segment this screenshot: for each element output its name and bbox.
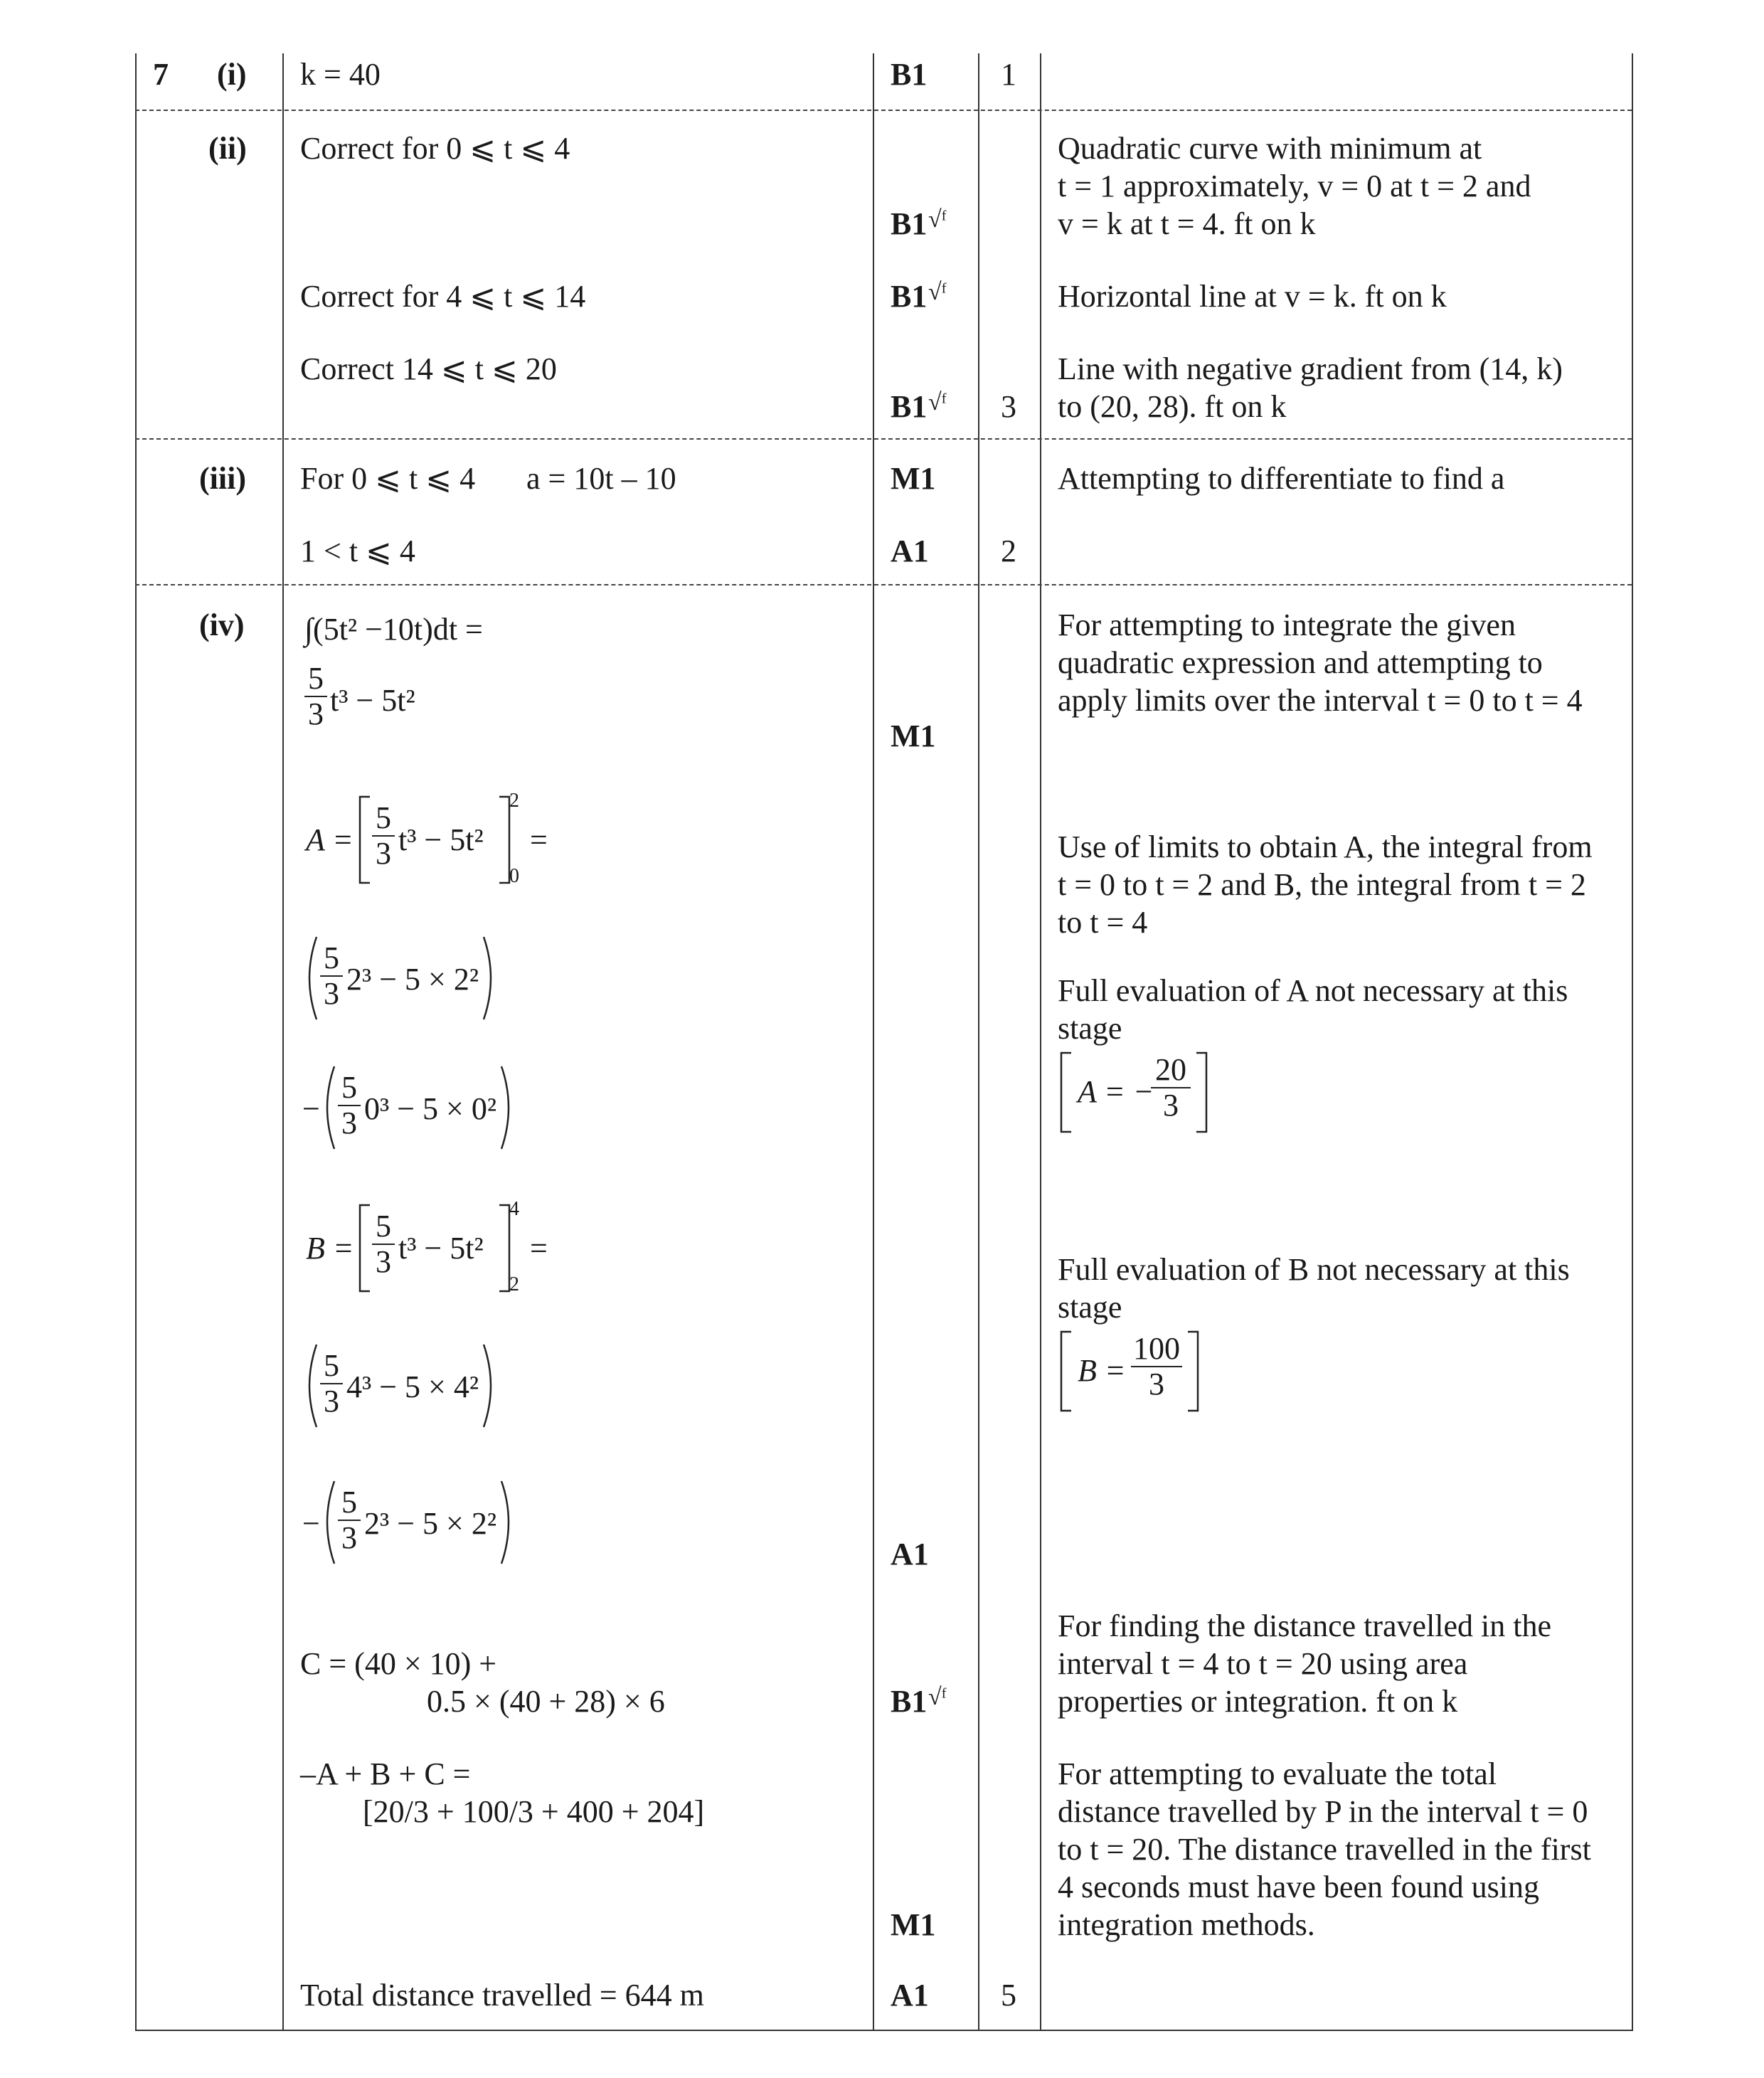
frac-num: 5 [341, 1070, 357, 1105]
guidance-ii-row1-line1: Quadratic curve with minimum at [1058, 131, 1482, 166]
part-label-iii: (iii) [199, 461, 246, 496]
col-border-question [282, 53, 284, 2031]
right-paren [500, 1065, 516, 1150]
guidance-iv-6-line3: to t = 20. The distance travelled in the first [1058, 1832, 1591, 1867]
ft-icon: √ᶠ [928, 1684, 947, 1710]
guidance-iv-6-line2: distance travelled by P in the interval t = 0 [1058, 1794, 1588, 1829]
frac-den: 3 [376, 836, 391, 871]
guidance-iv-4-line2: stage [1058, 1290, 1122, 1325]
frac-den: 3 [341, 1520, 357, 1555]
guidance-iv-4-line1: Full evaluation of B not necessary at this [1058, 1252, 1570, 1287]
frac-num: 5 [376, 800, 391, 835]
C-line-2: 0.5 × (40 + 28) × 6 [427, 1684, 665, 1719]
left-paren [302, 935, 318, 1021]
A-upper-limit: 2 [509, 790, 519, 812]
row-divider [135, 584, 1632, 585]
part-label-ii: (ii) [208, 131, 247, 166]
guidance-iv-3-line1: Full evaluation of A not necessary at this [1058, 973, 1568, 1008]
A-left-bracket [357, 795, 371, 884]
mark-ii-row2: B1 [891, 279, 928, 314]
frac-den: 3 [341, 1106, 357, 1140]
minus-sign: − [302, 1091, 320, 1126]
answer-i: k = 40 [300, 57, 381, 92]
integral-result: t³ − 5t² [330, 683, 415, 718]
frac-num: 100 [1133, 1331, 1180, 1366]
answer-ii-row2: Correct for 4 ⩽ t ⩽ 14 [300, 279, 586, 314]
col-border-right [1632, 53, 1633, 2031]
col-border-mark [978, 53, 979, 2031]
row-divider [135, 110, 1632, 111]
B-left-bracket [357, 1204, 371, 1293]
total-ii: 3 [1001, 389, 1016, 424]
guidance-iv-1-line1: For attempting to integrate the given [1058, 608, 1516, 642]
frac-den: 3 [1163, 1088, 1179, 1123]
mark-iv-m1: M1 [891, 719, 936, 753]
fraction-five-thirds [304, 663, 327, 730]
A-bracket-expression: t³ − 5t² [398, 822, 484, 857]
integral-expression: ∫(5t² −10t)dt = [304, 612, 483, 647]
guidance-ii-row3-line2: to (20, 28). ft on k [1058, 389, 1287, 424]
B-equals: = [530, 1231, 548, 1266]
B-value-right-bracket [1186, 1330, 1201, 1412]
guidance-iv-6-line1: For attempting to evaluate the total [1058, 1756, 1497, 1791]
B-value-lhs: B = [1078, 1353, 1126, 1388]
A-value-right-bracket [1195, 1051, 1209, 1133]
answer-ii-row3: Correct 14 ⩽ t ⩽ 20 [300, 351, 557, 386]
A-equals: = [530, 822, 548, 857]
A-eval-term-1: 2³ − 5 × 2² [346, 962, 479, 997]
guidance-iv-3-line2: stage [1058, 1011, 1122, 1046]
B-lower-limit: 2 [509, 1273, 519, 1295]
guidance-ii-row3-line1: Line with negative gradient from (14, k) [1058, 351, 1563, 386]
col-border-total [1040, 53, 1041, 2031]
answer-ii-row1: Correct for 0 ⩽ t ⩽ 4 [300, 131, 570, 166]
frac-num: 5 [308, 661, 324, 696]
fraction-five-thirds [338, 1072, 361, 1139]
total-iii: 2 [1001, 534, 1016, 568]
answer-iii-expression: a = 10t – 10 [526, 461, 676, 496]
col-border-answer [873, 53, 874, 2031]
guidance-iv-5-line2: interval t = 4 to t = 20 using area [1058, 1646, 1468, 1681]
A-label: A = [306, 822, 354, 857]
row-divider [135, 438, 1632, 440]
right-paren [482, 1343, 498, 1428]
guidance-iv-6-line4: 4 seconds must have been found using [1058, 1870, 1539, 1904]
frac-den: 3 [308, 696, 324, 731]
ft-icon: √ᶠ [928, 389, 947, 415]
left-paren [320, 1480, 336, 1565]
mark-iii-row1: M1 [891, 461, 936, 496]
fraction-five-thirds [320, 940, 343, 1011]
total-iv: 5 [1001, 1978, 1016, 2013]
frac-den: 3 [324, 1384, 339, 1419]
fraction-five-thirds [320, 1350, 343, 1417]
mark-i: B1 [891, 57, 928, 92]
mark-iii-row2: A1 [891, 534, 929, 568]
guidance-iv-6-line5: integration methods. [1058, 1907, 1315, 1942]
table-bottom-border [135, 2030, 1632, 2031]
C-line-1: C = (40 × 10) + [300, 1646, 497, 1681]
B-bracket-expression: t³ − 5t² [398, 1231, 484, 1266]
guidance-iv-2-line2: t = 0 to t = 2 and B, the integral from t = 2 [1058, 867, 1586, 902]
question-number: 7 [153, 57, 169, 92]
fraction-five-thirds [372, 802, 395, 869]
guidance-iv-2-line1: Use of limits to obtain A, the integral from [1058, 829, 1593, 864]
mark-ii-row1: B1 [891, 206, 928, 241]
B-upper-limit: 4 [509, 1198, 519, 1220]
B-value-fraction [1131, 1333, 1182, 1400]
guidance-ii-row1-line3: v = k at t = 4. ft on k [1058, 206, 1316, 241]
ft-icon: √ᶠ [928, 206, 947, 233]
part-label-i: (i) [217, 57, 247, 92]
guidance-ii-row2: Horizontal line at v = k. ft on k [1058, 279, 1447, 314]
B-eval-term-2: 2³ − 5 × 2² [364, 1506, 497, 1541]
sum-line-1: –A + B + C = [300, 1756, 471, 1791]
frac-num: 5 [324, 1348, 339, 1383]
right-paren [500, 1480, 516, 1565]
col-border-left [135, 53, 137, 2031]
guidance-iv-1-line3: apply limits over the interval t = 0 to t = 4 [1058, 683, 1583, 718]
guidance-iii: Attempting to differentiate to find a [1058, 461, 1505, 496]
A-lower-limit: 0 [509, 865, 519, 887]
frac-den: 3 [1149, 1367, 1164, 1401]
mark-iv-b1: B1 [891, 1684, 928, 1719]
B-label: B = [306, 1231, 354, 1266]
fraction-five-thirds [372, 1211, 395, 1278]
guidance-iv-5-line3: properties or integration. ft on k [1058, 1684, 1458, 1719]
ft-icon: √ᶠ [928, 279, 947, 305]
answer-iii-row1: For 0 ⩽ t ⩽ 4 [300, 461, 476, 496]
sum-line-2: [20/3 + 100/3 + 400 + 204] [363, 1794, 705, 1829]
frac-den: 3 [324, 976, 339, 1011]
B-value-left-bracket [1058, 1330, 1073, 1412]
A-value-fraction [1151, 1054, 1191, 1121]
left-paren [302, 1343, 318, 1428]
guidance-ii-row1-line2: t = 1 approximately, v = 0 at t = 2 and [1058, 169, 1531, 203]
frac-num: 5 [324, 940, 339, 975]
mark-iv-m1b: M1 [891, 1907, 936, 1942]
A-value-left-bracket [1058, 1051, 1073, 1133]
mark-iv-a1b: A1 [891, 1978, 929, 2013]
frac-den: 3 [376, 1244, 391, 1279]
A-value-lhs: A = − [1078, 1074, 1154, 1109]
final-answer: Total distance travelled = 644 m [300, 1978, 704, 2013]
fraction-five-thirds [338, 1487, 361, 1554]
frac-num: 5 [376, 1209, 391, 1244]
part-label-iv: (iv) [199, 608, 245, 642]
mark-ii-row3: B1 [891, 389, 928, 424]
right-paren [482, 935, 498, 1021]
frac-num: 20 [1155, 1052, 1186, 1087]
frac-num: 5 [341, 1485, 357, 1520]
B-eval-term-1: 4³ − 5 × 4² [346, 1369, 479, 1404]
guidance-iv-5-line1: For finding the distance travelled in the [1058, 1608, 1552, 1643]
left-paren [320, 1065, 336, 1150]
guidance-iv-2-line3: to t = 4 [1058, 905, 1148, 940]
answer-iii-row2: 1 < t ⩽ 4 [300, 534, 415, 568]
total-i: 1 [1001, 57, 1016, 92]
mark-iv-a1: A1 [891, 1537, 929, 1571]
minus-sign: − [302, 1506, 320, 1541]
A-eval-term-2: 0³ − 5 × 0² [364, 1091, 497, 1126]
guidance-iv-1-line2: quadratic expression and attempting to [1058, 645, 1543, 680]
